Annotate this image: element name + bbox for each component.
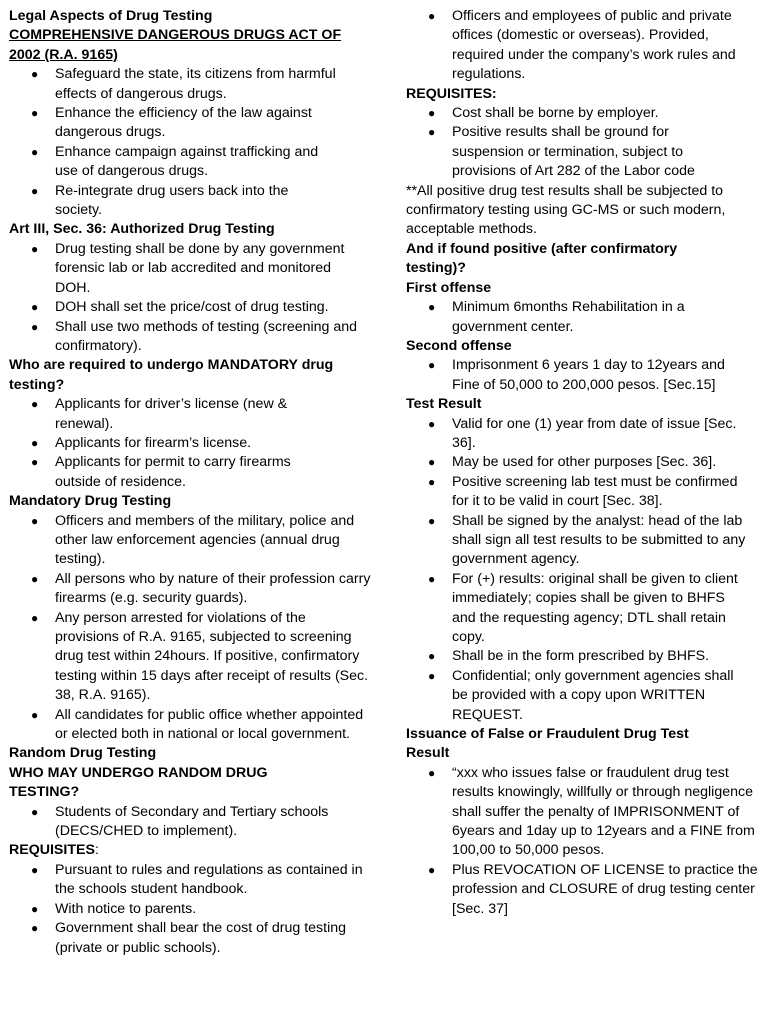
requisites-colon: : <box>94 842 99 859</box>
bullet-icon: ● <box>428 9 436 23</box>
list-item-text: Shall be signed by the analyst: head of the lab shall sign all test results to be submitted to any government agency. <box>452 512 746 568</box>
required-applicants-list <box>9 395 329 492</box>
bullet-icon: ● <box>428 106 436 121</box>
bullet-icon: ● <box>428 358 436 373</box>
list-item-text: Imprisonment 6 years 1 day to 12years and Fine of 50,000 to 200,000 pesos. [Sec.15] <box>452 357 725 393</box>
mandatory-testing-list <box>9 512 371 745</box>
false-result-heading: Issuance of False or Fraudulent Drug Test Result <box>406 726 689 762</box>
bullet-icon: ● <box>31 901 39 916</box>
list-item <box>406 570 752 648</box>
list-item-text: Shall use two methods of testing (screening and confirmatory). <box>55 318 358 354</box>
list-item-text: Pursuant to rules and regulations as contained in the schools student handbook. <box>55 861 363 898</box>
list-item <box>406 298 726 337</box>
bullet-icon: ● <box>31 455 39 470</box>
bullet-icon: ● <box>428 571 436 586</box>
list-item-text: With notice to parents. <box>55 900 197 917</box>
list-item <box>9 570 371 609</box>
requisites-label <box>9 841 381 860</box>
bullet-icon: ● <box>428 474 436 489</box>
bullet-icon: ● <box>31 319 39 334</box>
mandatory-question-heading: Who are required to undergo MANDATORY drug testing? <box>9 357 334 393</box>
bullet-icon: ● <box>428 125 436 140</box>
list-item <box>406 123 736 181</box>
list-item-text: Officers and employees of public and private offices (domestic or overseas). Provided, required under the company’s work rules and regulations. <box>452 8 736 83</box>
list-item-text: Enhance the efficiency of the law against dangerous drugs. <box>55 105 312 141</box>
document-title: Legal Aspects of Drug Testing <box>9 8 213 24</box>
list-item-text: All candidates for public office whether appointed or elected both in national or local government. <box>55 706 364 743</box>
bullet-icon: ● <box>428 416 436 431</box>
random-testing-heading: Random Drug Testing <box>9 745 157 762</box>
act-title-line-1: COMPREHENSIVE DANGEROUS DRUGS ACT OF <box>9 27 342 44</box>
bullet-icon: ● <box>31 862 39 877</box>
list-item-text: Officers and members of the military, police and other law enforcement agencies (annual drug testing). <box>55 512 355 568</box>
bullet-icon: ● <box>428 649 436 664</box>
list-item <box>9 104 339 143</box>
second-offense-list <box>406 356 756 395</box>
list-item-text: DOH shall set the price/cost of drug testing. <box>55 299 329 316</box>
second-offense-heading: Second offense <box>406 337 512 354</box>
test-result-list <box>406 415 752 726</box>
first-offense-heading: First offense <box>406 279 492 296</box>
list-item <box>9 861 371 900</box>
requisites-label-text: REQUISITES <box>9 842 95 859</box>
list-item <box>9 143 339 182</box>
workplace-requisites-heading: REQUISITES: <box>406 85 497 102</box>
bullet-icon: ● <box>31 67 39 82</box>
bullet-icon: ● <box>31 106 39 121</box>
workplace-requisites-list <box>406 104 736 182</box>
random-testing-list <box>9 803 371 842</box>
random-testing-question: WHO MAY UNDERGO RANDOM DRUG TESTING? <box>9 764 268 801</box>
list-item-text: Safeguard the state, its citizens from harmful effects of dangerous drugs. <box>55 66 336 102</box>
positive-result-heading: And if found positive (after confirmatory testing)? <box>406 240 678 277</box>
act-purpose-list <box>9 65 339 220</box>
bullet-icon: ● <box>428 668 436 683</box>
bullet-icon: ● <box>31 241 39 256</box>
list-item <box>9 318 361 357</box>
list-item <box>406 512 752 570</box>
first-offense-list <box>406 298 726 337</box>
bullet-icon: ● <box>31 300 39 315</box>
list-item-text: Cost shall be borne by employer. <box>452 105 659 122</box>
list-item <box>9 298 361 317</box>
list-item-text: Positive screening lab test must be confirmed for it to be valid in court [Sec. 38]. <box>452 473 738 510</box>
list-item-text: Valid for one (1) year from date of issue [Sec. 36]. <box>452 415 737 451</box>
list-item-text: All persons who by nature of their profession carry firearms (e.g. security guards). <box>55 570 371 607</box>
list-item <box>9 919 371 958</box>
bullet-icon: ● <box>31 435 39 450</box>
list-item <box>9 65 339 104</box>
false-result-list <box>406 764 762 919</box>
bullet-icon: ● <box>31 513 39 528</box>
bullet-icon: ● <box>428 455 436 470</box>
list-item-text: Plus REVOCATION OF LICENSE to practice the profession and CLOSURE of drug testing center [Sec. 37] <box>452 861 758 917</box>
list-item-text: Applicants for firearm’s license. <box>55 434 252 451</box>
bullet-icon: ● <box>428 765 436 780</box>
list-item <box>9 900 371 919</box>
list-item-text: Applicants for driver’s license (new & renewal). <box>55 396 288 432</box>
list-item <box>9 182 339 221</box>
act-title-line-2: 2002 (R.A. 9165) <box>9 46 118 63</box>
list-item-text: “xxx who issues false or fraudulent drug test results knowingly, willfully or through negligence shall suffer the penalty of IMPRISONMENT of 6years and 1day up to 12years and a FINE from 100,00 to 50,000 pesos. <box>452 764 755 859</box>
bullet-icon: ● <box>31 804 39 819</box>
list-item <box>9 434 329 453</box>
confirmatory-note: **All positive drug test results shall be subjected to confirmatory testing using GC-MS or such modern, acceptable methods. <box>406 182 726 238</box>
list-item <box>9 609 371 706</box>
art-iii-heading: Art III, Sec. 36: Authorized Drug Testing <box>9 221 275 238</box>
list-item-text: Government shall bear the cost of drug testing (private or public schools). <box>55 920 347 956</box>
bullet-icon: ● <box>31 144 39 159</box>
list-item <box>406 861 762 919</box>
bullet-icon: ● <box>31 610 39 625</box>
bullet-icon: ● <box>31 707 39 722</box>
list-item-text: Minimum 6months Rehabilitation in a government center. <box>452 299 685 335</box>
left-column <box>9 7 381 958</box>
list-item <box>406 473 752 512</box>
list-item-text: Students of Secondary and Tertiary schools (DECS/CHED to implement). <box>55 803 329 840</box>
list-item <box>406 647 752 666</box>
list-item <box>406 453 752 472</box>
list-item <box>9 395 329 434</box>
list-item-text: Positive results shall be ground for suspension or termination, subject to provisions of Art 282 of the Labor code <box>452 124 695 180</box>
right-column <box>406 7 762 919</box>
list-item <box>406 764 762 861</box>
list-item <box>406 667 752 725</box>
workplace-testing-list <box>406 7 752 85</box>
bullet-icon: ● <box>428 300 436 315</box>
list-item <box>406 415 752 454</box>
list-item-text: Drug testing shall be done by any government forensic lab or lab accredited and monitored DOH. <box>55 240 345 296</box>
list-item <box>406 104 736 123</box>
bullet-icon: ● <box>31 397 39 412</box>
list-item-text: For (+) results: original shall be given to client immediately; copies shall be given to BHFS and the requesting agency; DTL shall retain copy. <box>452 570 738 645</box>
list-item <box>406 356 756 395</box>
mandatory-testing-heading: Mandatory Drug Testing <box>9 493 172 510</box>
list-item-text: Any person arrested for violations of the provisions of R.A. 9165, subjected to screening drug test within 24hours. If positive, confirmatory testing within 15 days after receipt of results (Sec. 38, R.A. 9165). <box>55 609 369 704</box>
school-requisites-list <box>9 861 371 958</box>
bullet-icon: ● <box>31 183 39 198</box>
list-item-text: Shall be in the form prescribed by BHFS. <box>452 648 710 665</box>
list-item-text: Enhance campaign against trafficking and use of dangerous drugs. <box>55 143 319 180</box>
list-item-text: Confidential; only government agencies shall be provided with a copy upon WRITTEN REQUEST. <box>452 667 734 723</box>
list-item-text: May be used for other purposes [Sec. 36]. <box>452 454 717 471</box>
list-item <box>9 512 371 570</box>
bullet-icon: ● <box>428 513 436 528</box>
test-result-heading: Test Result <box>406 396 482 413</box>
list-item <box>9 453 329 492</box>
list-item <box>406 7 752 85</box>
list-item <box>9 706 371 745</box>
authorized-testing-list <box>9 240 361 356</box>
bullet-icon: ● <box>428 862 436 877</box>
bullet-icon: ● <box>31 571 39 586</box>
bullet-icon: ● <box>31 921 39 936</box>
list-item <box>9 240 361 298</box>
list-item-text: Applicants for permit to carry firearms outside of residence. <box>55 454 291 490</box>
list-item <box>9 803 371 842</box>
list-item-text: Re-integrate drug users back into the society. <box>55 182 289 219</box>
